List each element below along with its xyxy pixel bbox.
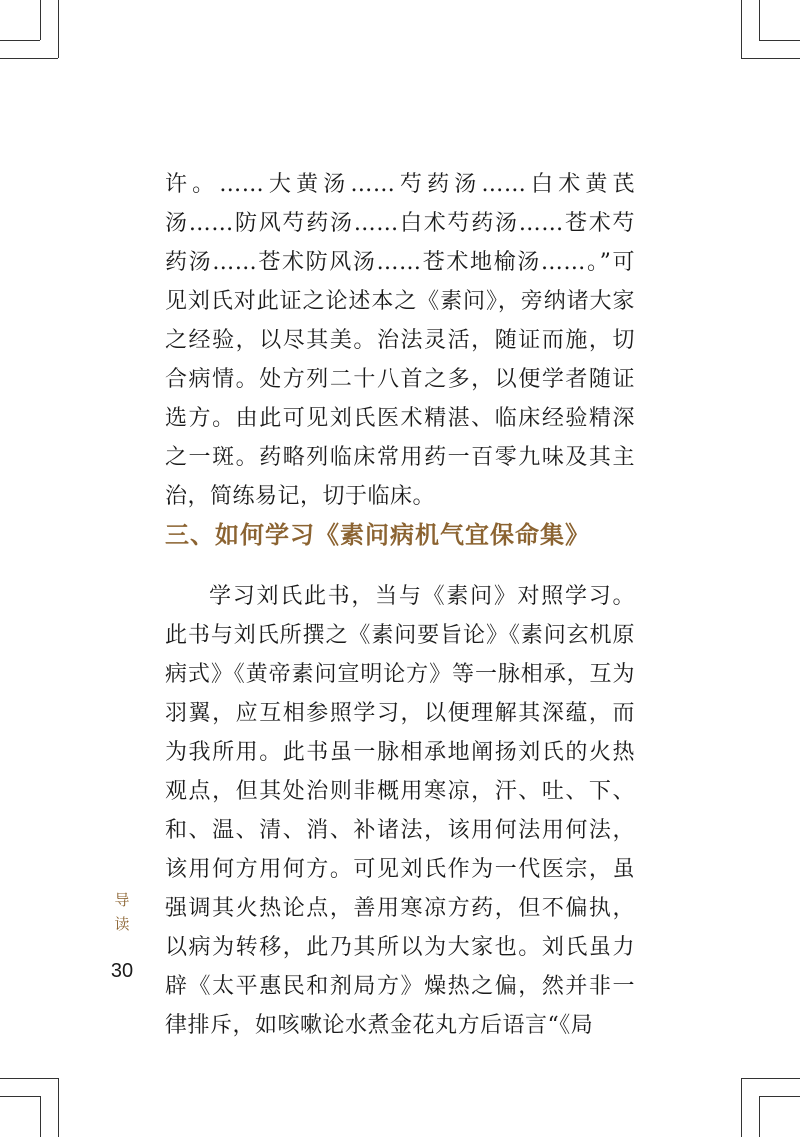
crop-mark-top-right-inner-vertical	[759, 0, 760, 40]
crop-mark-top-left-horizontal	[0, 40, 40, 41]
crop-mark-top-left-inner-horizontal	[0, 58, 58, 59]
crop-mark-bottom-left-inner-horizontal	[0, 1096, 40, 1097]
crop-mark-bottom-right-horizontal	[741, 1078, 800, 1079]
crop-mark-top-right-horizontal	[741, 58, 800, 59]
running-head-char: 导	[114, 891, 130, 909]
continued-paragraph-text: 许。……大黄汤……芍药汤……白术黄芪汤……防风芍药汤……白术芍药汤……苍术芍药汤……苍术防风汤……苍术地榆汤……。”可见刘氏对此证之论述本之《素问》，旁纳诸大家之经验，以尽其美。治法灵活，随证而施，切合病情。处方列二十八首之多，以便学者随证选方。由此可见刘氏医术精湛、临床经验精深之一斑。药略列临床常用药一百零九味及其主治，简练易记，切于临床。	[165, 172, 635, 509]
crop-mark-top-right-inner-horizontal	[759, 40, 800, 41]
body-paragraph-text: 学习刘氏此书，当与《素问》对照学习。此书与刘氏所撰之《素问要旨论》《素问玄机原病式》《黄帝素问宣明论方》等一脉相承，互为羽翼，应互相参照学习，以便理解其深蕴，而为我所用。此书虽一脉相承地阐扬刘氏的火热观点，但其处治则非概用寒凉，汗、吐、下、和、温、清、消、补诸法，该用何法用何法，该用何方用何方。可见刘氏作为一代医宗，虽强调其火热论点，善用寒凉方药，但不偏执，以病为转移，此乃其所以为大家也。刘氏虽力辟《太平惠民和剂局方》燥热之偏，然并非一律排斥，如咳嗽论水煮金花丸方后语言“《局	[165, 584, 635, 1038]
crop-mark-bottom-right-inner-horizontal	[759, 1096, 800, 1097]
crop-mark-top-right-vertical	[741, 0, 742, 58]
continued-paragraph	[165, 165, 635, 516]
crop-mark-bottom-left-horizontal	[0, 1078, 58, 1079]
crop-mark-bottom-right-vertical	[741, 1078, 742, 1137]
section-heading: 三、如何学习《素问病机气宜保命集》	[165, 520, 590, 549]
crop-mark-bottom-left-vertical	[58, 1078, 59, 1137]
running-head-char: 读	[114, 915, 130, 933]
body-paragraph	[165, 577, 635, 1045]
crop-mark-bottom-left-inner-vertical	[40, 1096, 41, 1137]
running-head	[112, 888, 132, 936]
crop-mark-top-left-vertical	[40, 0, 41, 40]
page-number: 30	[110, 960, 134, 982]
crop-mark-bottom-right-inner-vertical	[759, 1096, 760, 1137]
crop-mark-top-left-inner-vertical	[58, 0, 59, 58]
